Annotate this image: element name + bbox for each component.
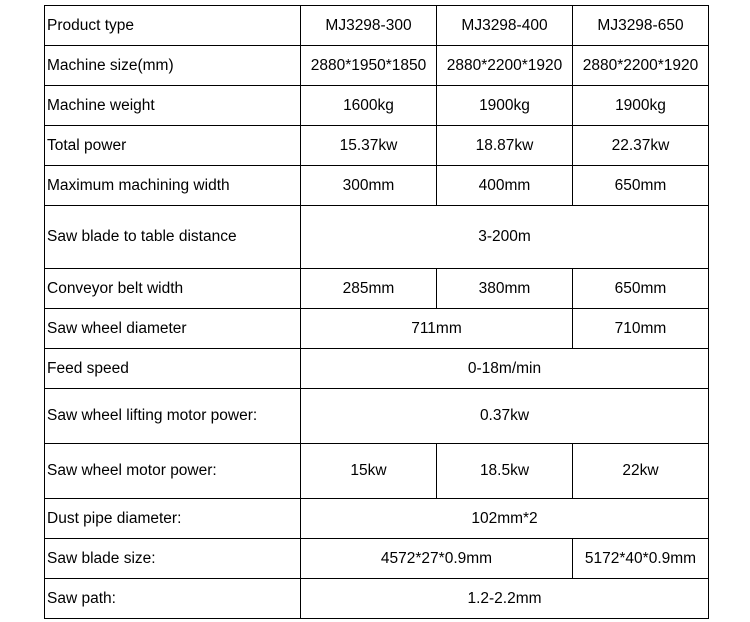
row-label: Saw blade size:: [45, 539, 301, 579]
row-value: 300mm: [301, 166, 437, 206]
header-model: MJ3298-300: [301, 6, 437, 46]
row-value: 102mm*2: [301, 499, 709, 539]
table-row: [45, 46, 709, 86]
row-value: 2880*2200*1920: [437, 46, 573, 86]
row-label: Conveyor belt width: [45, 269, 301, 309]
row-value: 1900kg: [573, 86, 709, 126]
table-row: [45, 539, 709, 579]
row-value: 18.5kw: [437, 444, 573, 499]
row-label: Machine weight: [45, 86, 301, 126]
row-label: Dust pipe diameter:: [45, 499, 301, 539]
row-value: 5172*40*0.9mm: [573, 539, 709, 579]
table-row: [45, 309, 709, 349]
row-value: 711mm: [301, 309, 573, 349]
row-label: Feed speed: [45, 349, 301, 389]
row-label: Saw wheel motor power:: [45, 444, 301, 499]
row-value: 3-200m: [301, 206, 709, 269]
row-value: 650mm: [573, 269, 709, 309]
table-row: [45, 579, 709, 619]
row-label: Saw path:: [45, 579, 301, 619]
row-value: 380mm: [437, 269, 573, 309]
row-value: 650mm: [573, 166, 709, 206]
row-value: 1600kg: [301, 86, 437, 126]
row-value: 1.2-2.2mm: [301, 579, 709, 619]
row-value: 1900kg: [437, 86, 573, 126]
row-value: 15kw: [301, 444, 437, 499]
header-model: MJ3298-650: [573, 6, 709, 46]
row-value: 15.37kw: [301, 126, 437, 166]
header-label: Product type: [45, 6, 301, 46]
row-label: Maximum machining width: [45, 166, 301, 206]
row-value: 22kw: [573, 444, 709, 499]
row-value: 285mm: [301, 269, 437, 309]
row-label: Saw blade to table distance: [45, 206, 301, 269]
row-label: Total power: [45, 126, 301, 166]
row-value: 400mm: [437, 166, 573, 206]
row-value: 2880*2200*1920: [573, 46, 709, 86]
row-value: 22.37kw: [573, 126, 709, 166]
table-row: [45, 206, 709, 269]
table-row: [45, 499, 709, 539]
table-row: [45, 389, 709, 444]
table-row: [45, 126, 709, 166]
table-row: [45, 349, 709, 389]
row-label: Saw wheel lifting motor power:: [45, 389, 301, 444]
table-row: [45, 86, 709, 126]
table-row: [45, 269, 709, 309]
row-value: 0-18m/min: [301, 349, 709, 389]
spec-table: [44, 5, 709, 619]
row-label: Saw wheel diameter: [45, 309, 301, 349]
row-value: 4572*27*0.9mm: [301, 539, 573, 579]
header-model: MJ3298-400: [437, 6, 573, 46]
table-row-header: [45, 6, 709, 46]
table-row: [45, 166, 709, 206]
row-value: 18.87kw: [437, 126, 573, 166]
row-value: 0.37kw: [301, 389, 709, 444]
row-value: 2880*1950*1850: [301, 46, 437, 86]
table-row: [45, 444, 709, 499]
row-label: Machine size(mm): [45, 46, 301, 86]
row-value: 710mm: [573, 309, 709, 349]
